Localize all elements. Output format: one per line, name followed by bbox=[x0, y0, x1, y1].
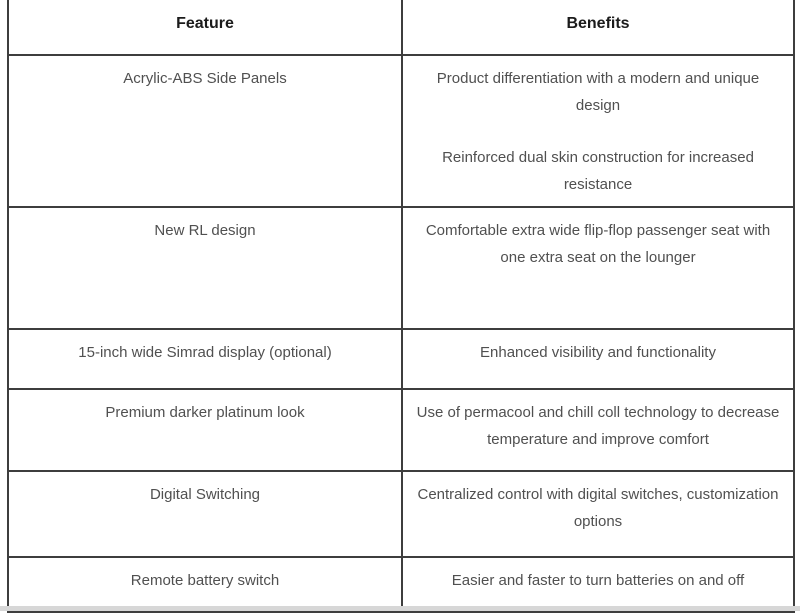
benefit-paragraph: Centralized control with digital switches, customization options bbox=[417, 486, 779, 530]
feature-cell bbox=[8, 557, 402, 612]
benefits-cell bbox=[402, 557, 794, 612]
table-row bbox=[8, 389, 794, 471]
benefits-cell bbox=[402, 329, 794, 389]
benefit-paragraph: Product differentiation with a modern and unique design bbox=[436, 70, 760, 114]
benefit-paragraph: Reinforced dual skin construction for increased resistance bbox=[442, 149, 754, 193]
page-bottom-edge bbox=[0, 606, 800, 611]
header-row bbox=[8, 0, 794, 55]
feature-cell bbox=[8, 55, 402, 207]
feature-cell bbox=[8, 207, 402, 329]
feature-cell bbox=[8, 389, 402, 471]
benefit-paragraph: Use of permacool and chill coll technology to decrease temperature and improve comfort bbox=[416, 404, 780, 448]
benefits-cell bbox=[402, 55, 794, 207]
benefits-cell bbox=[402, 471, 794, 557]
feature-benefits-table bbox=[7, 0, 795, 613]
table-row bbox=[8, 557, 794, 612]
table-row bbox=[8, 207, 794, 329]
table-row bbox=[8, 471, 794, 557]
feature-text: New RL design bbox=[154, 222, 256, 239]
feature-text: Acrylic-ABS Side Panels bbox=[123, 70, 287, 87]
header-cell-feature: Feature bbox=[8, 0, 402, 55]
header-cell-benefits: Benefits bbox=[402, 0, 794, 55]
feature-cell bbox=[8, 471, 402, 557]
feature-text: Premium darker platinum look bbox=[105, 404, 305, 421]
feature-cell bbox=[8, 329, 402, 389]
feature-text: Digital Switching bbox=[149, 486, 261, 503]
benefit-paragraph: Enhanced visibility and functionality bbox=[480, 344, 716, 361]
feature-benefits-table-region bbox=[7, 0, 793, 613]
table-row bbox=[8, 55, 794, 207]
benefit-paragraph: Comfortable extra wide flip-flop passenger seat with one extra seat on the lounger bbox=[425, 222, 771, 266]
table-row bbox=[8, 329, 794, 389]
benefits-cell bbox=[402, 389, 794, 471]
feature-text: Remote battery switch bbox=[130, 572, 280, 589]
benefit-paragraph: Easier and faster to turn batteries on and off bbox=[451, 572, 745, 589]
feature-text: 15-inch wide Simrad display (optional) bbox=[78, 344, 332, 361]
benefits-cell bbox=[402, 207, 794, 329]
